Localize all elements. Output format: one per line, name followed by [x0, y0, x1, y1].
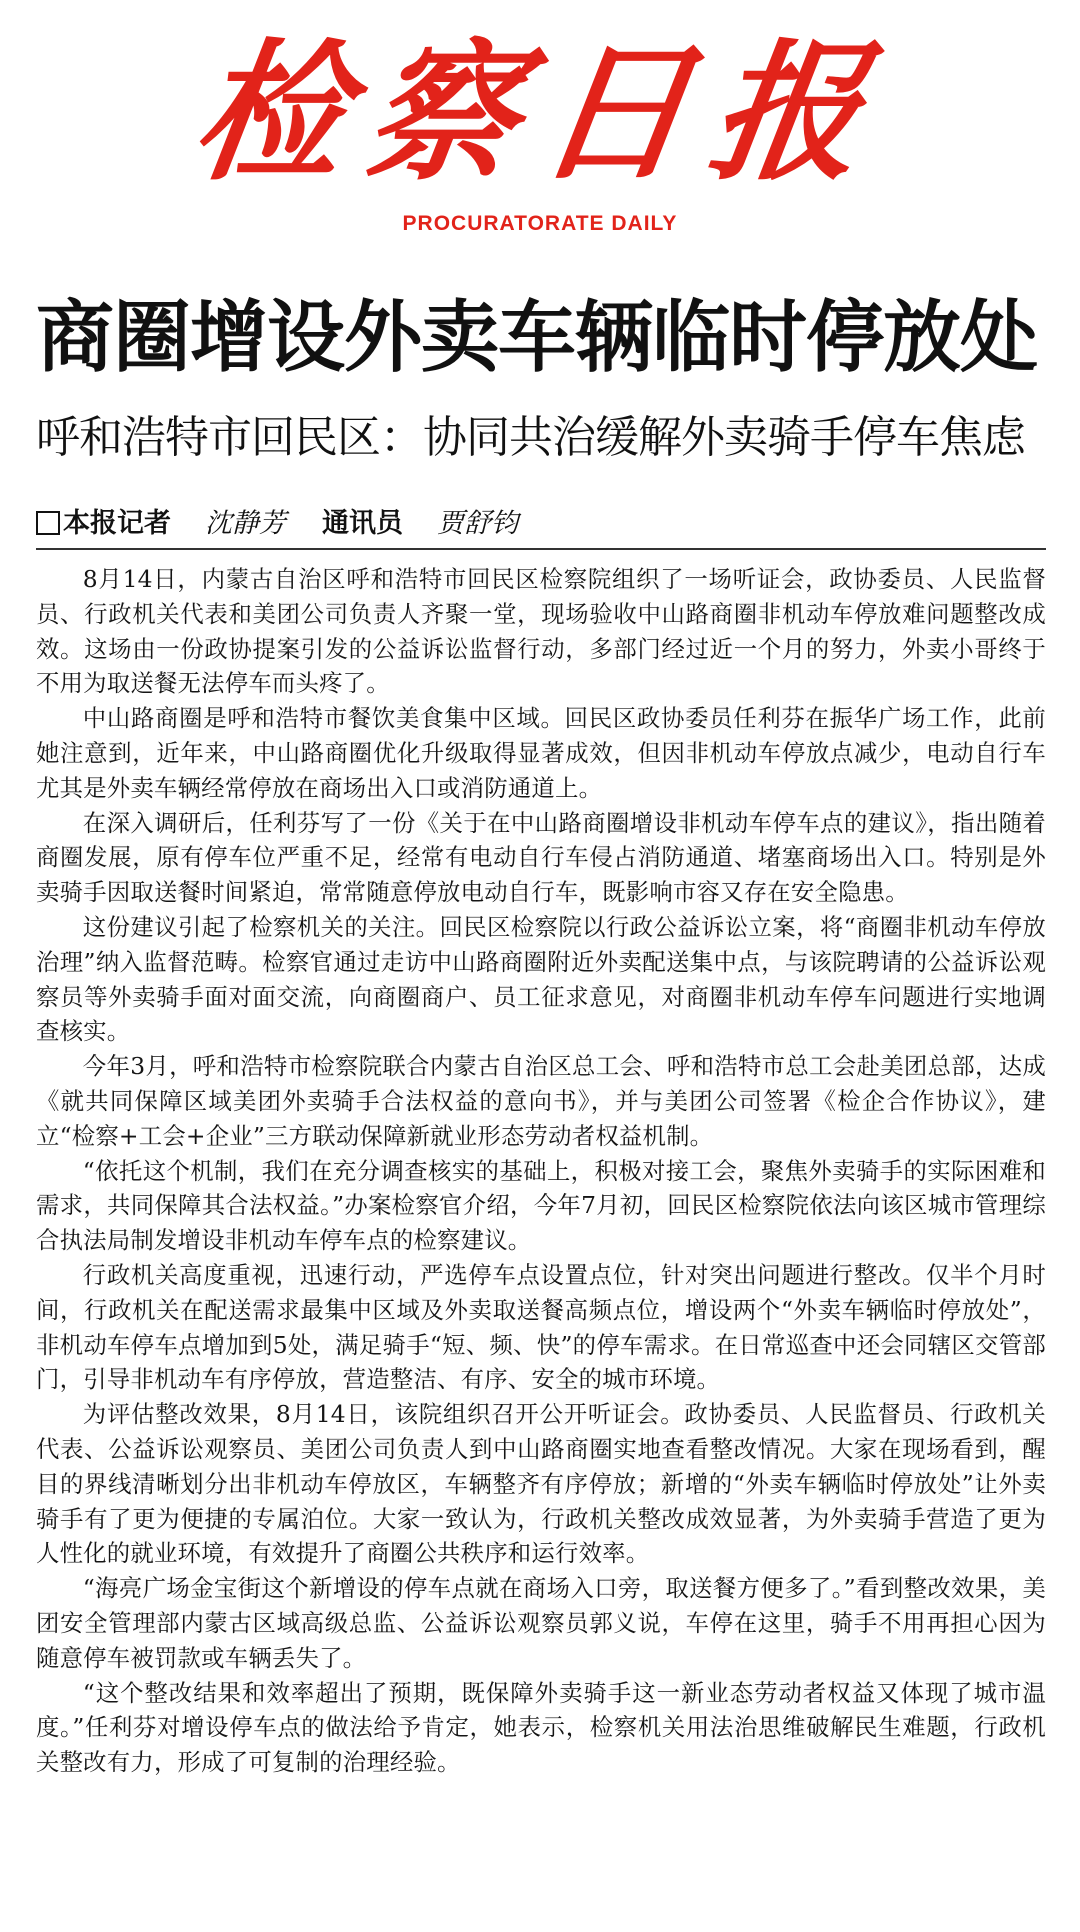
byline-box-icon: [36, 511, 60, 535]
correspondent-name: 贾舒钧: [437, 508, 518, 539]
newspaper-english-name: PROCURATORATE DAILY: [402, 212, 678, 235]
article-paragraph: “依托这个机制，我们在充分调查核实的基础上，积极对接工会，聚焦外卖骑手的实际困难和需求，共同保障其合法权益。”办案检察官介绍，今年7月初，回民区检察院依法向该区城市管理综合执法局制发增设非机动车停车点的检察建议。: [36, 1156, 1046, 1255]
article-paragraph: 今年3月，呼和浩特市检察院联合内蒙古自治区总工会、呼和浩特市总工会赴美团总部，达成《就共同保障区域美团外卖骑手合法权益的意向书》，并与美团公司签署《检企合作协议》，建立“检察+工会+企业”三方联动保障新就业形态劳动者权益机制。: [36, 1052, 1046, 1150]
article-paragraph: 行政机关高度重视，迅速行动，严选停车点设置点位，针对突出问题进行整改。仅半个月时间，行政机关在配送需求最集中区域及外卖取送餐高频点位，增设两个“外卖车辆临时停放处”，非机动车停车点增加到5处，满足骑手“短、频、快”的停车需求。在日常巡查中还会同辖区交管部门，引导非机动车有序停放，营造整洁、有序、安全的城市环境。: [36, 1260, 1046, 1394]
byline-divider: [36, 548, 1046, 550]
article-body: [36, 562, 1046, 1780]
article-paragraph: 中山路商圈是呼和浩特市餐饮美食集中区域。回民区政协委员任利芬在振华广场工作，此前她注意到，近年来，中山路商圈优化升级取得显著成效，但因非机动车停放点减少，电动自行车尤其是外卖车辆经常停放在商场出入口或消防通道上。: [36, 704, 1046, 802]
article-paragraph: 为评估整改效果，8月14日，该院组织召开公开听证会。政协委员、人民监督员、行政机关代表、公益诉讼观察员、美团公司负责人到中山路商圈实地查看整改情况。大家在现场看到，醒目的界线清晰划分出非机动车停放区，车辆整齐有序停放；新增的“外卖车辆临时停放处”让外卖骑手有了更为便捷的专属泊位。大家一致认为，行政机关整改成效显著，为外卖骑手营造了更为人性化的就业环境，有效提升了商圈公共秩序和运行效率。: [36, 1400, 1046, 1568]
newspaper-logo: 检察日报: [183, 25, 897, 201]
correspondent-label: 通讯员: [322, 508, 403, 539]
byline: [36, 503, 1046, 545]
reporter-name: 沈静芳: [205, 508, 286, 539]
reporter-label: 本报记者: [63, 508, 171, 539]
article-headline: 商圈增设外卖车辆临时停放处: [36, 293, 1038, 383]
article-paragraph: 这份建议引起了检察机关的关注。回民区检察院以行政公益诉讼立案，将“商圈非机动车停放治理”纳入监督范畴。检察官通过走访中山路商圈附近外卖配送集中点，与该院聘请的公益诉讼观察员等外卖骑手面对面交流，向商圈商户、员工征求意见，对商圈非机动车停车问题进行实地调查核实。: [36, 912, 1046, 1046]
article-paragraph: “这个整改结果和效率超出了预期，既保障外卖骑手这一新业态劳动者权益又体现了城市温度。”任利芬对增设停车点的做法给予肯定，她表示，检察机关用法治思维破解民生难题，行政机关整改有力，形成了可复制的治理经验。: [36, 1678, 1046, 1777]
masthead: [0, 18, 1080, 236]
article-paragraph: 8月14日，内蒙古自治区呼和浩特市回民区检察院组织了一场听证会，政协委员、人民监督员、行政机关代表和美团公司负责人齐聚一堂，现场验收中山路商圈非机动车停放难问题整改成效。这场由一份政协提案引发的公益诉讼监督行动，多部门经过近一个月的努力，外卖小哥终于不用为取送餐无法停车而头疼了。: [36, 565, 1046, 698]
article-subheadline: 呼和浩特市回民区：协同共治缓解外卖骑手停车焦虑: [36, 412, 1025, 463]
article-paragraph: “海亮广场金宝街这个新增设的停车点就在商场入口旁，取送餐方便多了。”看到整改效果，美团安全管理部内蒙古区域高级总监、公益诉讼观察员郭义说，车停在这里，骑手不用再担心因为随意停车被罚款或车辆丢失了。: [36, 1574, 1046, 1672]
article-paragraph: 在深入调研后，任利芬写了一份《关于在中山路商圈增设非机动车停车点的建议》，指出随着商圈发展，原有停车位严重不足，经常有电动自行车侵占消防通道、堵塞商场出入口。特别是外卖骑手因取送餐时间紧迫，常常随意停放电动自行车，既影响市容又存在安全隐患。: [36, 808, 1046, 907]
